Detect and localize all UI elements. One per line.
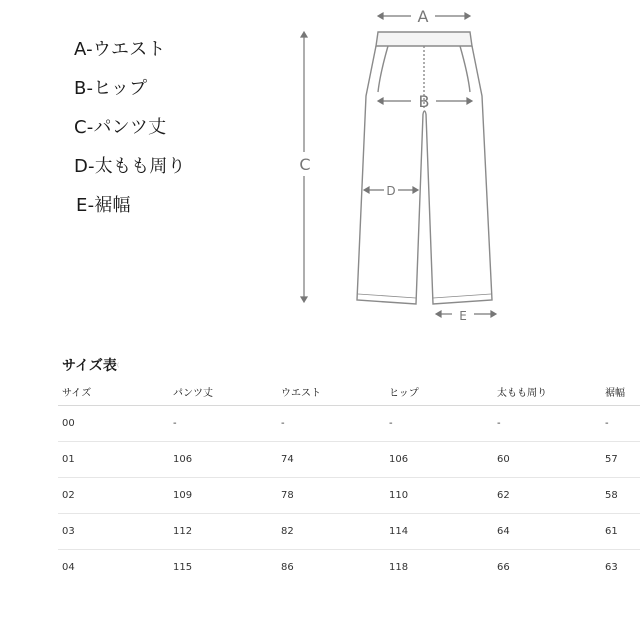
table-row [58,478,640,514]
table-cell: 02 [58,478,169,514]
table-cell: 66 [497,562,510,573]
header-waist: ウエスト [277,377,385,406]
pants-measurement-diagram [290,4,520,324]
table-cell: 62 [493,478,601,514]
title-cut-mark: ⁽ [116,362,120,373]
table-cell: - [277,406,385,442]
header-thigh: 太もも周り [493,377,601,406]
table-row [58,550,640,586]
header-length: パンツ丈 [169,377,277,406]
table-cell: 64 [493,514,601,550]
size-table-title-text: サイズ表 [62,358,117,374]
table-cell: 57 [601,442,640,478]
header-hem: 裾幅 [601,377,640,406]
legend-item-waist: A-ウエスト [74,39,166,60]
table-cell: 106 [169,442,277,478]
header-hip: ヒップ [385,377,493,406]
size-table-title [62,355,119,375]
table-row [58,514,640,550]
table-cell: - [601,406,640,442]
legend-item-length: C-パンツ丈 [74,117,167,138]
table-cell: 110 [385,478,493,514]
table-cell: 112 [169,514,277,550]
table-cell: 106 [385,442,493,478]
legend-item-thigh: D-太もも周り [74,156,186,177]
legend-item-hem: E-裾幅 [76,195,131,216]
table-cell: 74 [277,442,385,478]
table-cell: 01 [58,442,169,478]
table-cell: 61 [601,514,640,550]
table-cell: 114 [385,514,493,550]
size-table [58,377,640,585]
table-row [58,406,640,442]
table-row [58,442,640,478]
table-cell: 03 [58,514,169,550]
diagram-mark-c: C [299,155,311,174]
table-cell: 04 [62,562,75,573]
table-cell: 60 [493,442,601,478]
table-cell: 115 [173,562,193,573]
table-cell: 82 [277,514,385,550]
table-header-row [58,377,640,406]
diagram-mark-a: A [417,7,429,26]
table-cell: 86 [281,562,294,573]
table-cell: 00 [58,406,169,442]
table-cell: - [385,406,493,442]
diagram-mark-d: D [386,184,396,198]
diagram-mark-b: B [418,92,430,111]
pants-outline-icon [290,4,520,324]
table-cell: - [169,406,277,442]
table-cell: 63 [605,562,618,573]
legend-item-hip: B-ヒップ [74,78,148,99]
header-size: サイズ [58,377,169,406]
table-cell: 118 [389,562,409,573]
measurement-legend [74,36,186,231]
table-cell: - [493,406,601,442]
table-cell: 58 [601,478,640,514]
table-cell: 109 [169,478,277,514]
diagram-mark-e: E [459,309,467,323]
table-cell: 78 [277,478,385,514]
